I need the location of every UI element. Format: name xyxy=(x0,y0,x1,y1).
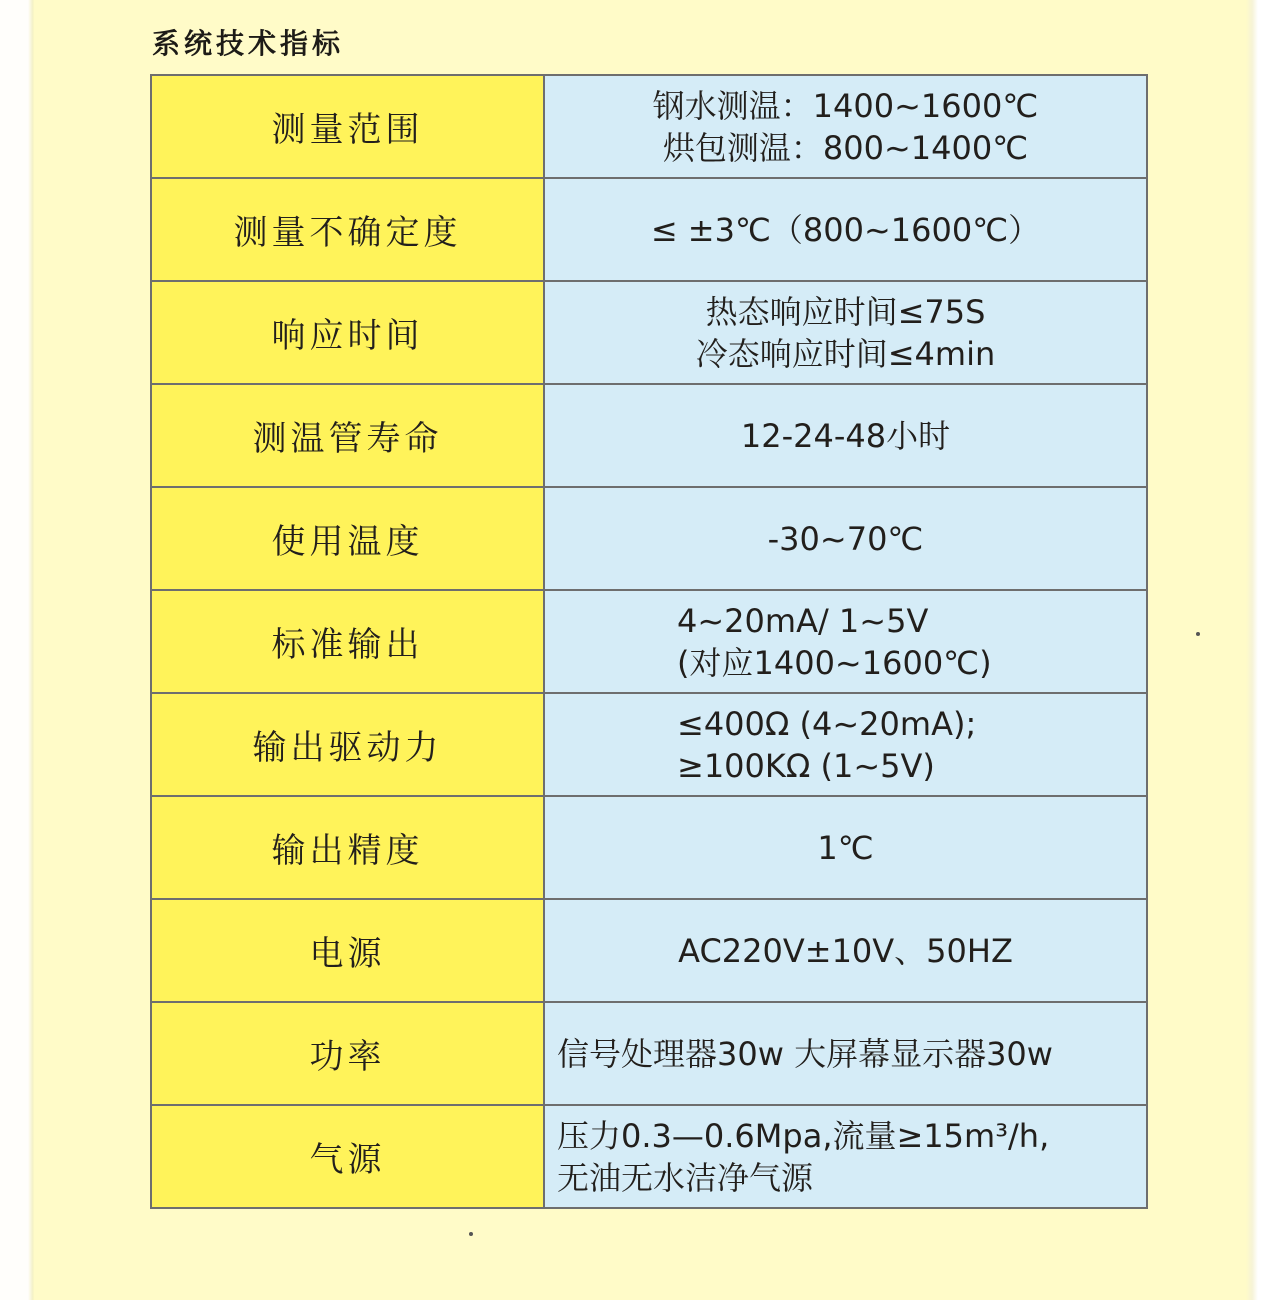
table-row xyxy=(151,1105,1147,1208)
spec-value-line: 冷态响应时间≤4min xyxy=(695,334,996,373)
spec-value xyxy=(544,1105,1147,1208)
spec-value xyxy=(544,693,1147,796)
page-left-margin xyxy=(0,0,34,1300)
spec-value xyxy=(544,796,1147,899)
table-row xyxy=(151,590,1147,693)
spec-value-line: ≥100KΩ (1~5V) xyxy=(677,746,935,785)
spec-value-line: 信号处理器30w 大屏幕显示器30w xyxy=(557,1034,1053,1073)
table-row xyxy=(151,281,1147,384)
spec-value-line: 1℃ xyxy=(817,828,874,867)
spec-value xyxy=(544,590,1147,693)
spec-value-line: ≤ ±3℃（800~1600℃） xyxy=(650,210,1041,249)
spec-value xyxy=(544,281,1147,384)
spec-value xyxy=(544,75,1147,178)
print-speck xyxy=(469,1232,473,1236)
print-speck xyxy=(1196,632,1200,636)
spec-value-line: (对应1400~1600℃) xyxy=(677,643,992,682)
spec-label: 测量不确定度 xyxy=(151,178,544,281)
spec-value-line: 烘包测温：800~1400℃ xyxy=(662,128,1029,167)
spec-value-line: 热态响应时间≤75S xyxy=(705,292,986,331)
spec-value xyxy=(544,487,1147,590)
spec-value-line: 钢水测温：1400~1600℃ xyxy=(652,86,1039,125)
page-title: 系统技术指标 xyxy=(152,27,345,60)
spec-label: 电源 xyxy=(151,899,544,1002)
table-row xyxy=(151,178,1147,281)
spec-label: 输出驱动力 xyxy=(151,693,544,796)
spec-value xyxy=(544,899,1147,1002)
spec-value xyxy=(544,1002,1147,1105)
spec-value xyxy=(544,384,1147,487)
spec-label: 气源 xyxy=(151,1105,544,1208)
table-row xyxy=(151,75,1147,178)
spec-table xyxy=(150,74,1148,1209)
spec-value-line: -30~70℃ xyxy=(767,519,924,558)
table-row xyxy=(151,1002,1147,1105)
table-row xyxy=(151,487,1147,590)
spec-value-line: 无油无水洁净气源 xyxy=(557,1158,814,1197)
table-row xyxy=(151,693,1147,796)
spec-value-line: AC220V±10V、50HZ xyxy=(678,931,1013,970)
spec-value-line: 4~20mA/ 1~5V xyxy=(677,601,929,640)
spec-value-line: ≤400Ω (4~20mA); xyxy=(677,704,977,743)
spec-label: 测温管寿命 xyxy=(151,384,544,487)
table-row xyxy=(151,796,1147,899)
spec-label: 输出精度 xyxy=(151,796,544,899)
spec-value-line: 12-24-48小时 xyxy=(740,416,951,455)
spec-label: 测量范围 xyxy=(151,75,544,178)
spec-value xyxy=(544,178,1147,281)
spec-value-line: 压力0.3—0.6Mpa,流量≥15m³/h, xyxy=(557,1116,1050,1155)
spec-label: 响应时间 xyxy=(151,281,544,384)
spec-label: 标准输出 xyxy=(151,590,544,693)
page-right-margin xyxy=(1246,0,1268,1300)
spec-label: 使用温度 xyxy=(151,487,544,590)
table-row xyxy=(151,384,1147,487)
spec-label: 功率 xyxy=(151,1002,544,1105)
table-row xyxy=(151,899,1147,1002)
